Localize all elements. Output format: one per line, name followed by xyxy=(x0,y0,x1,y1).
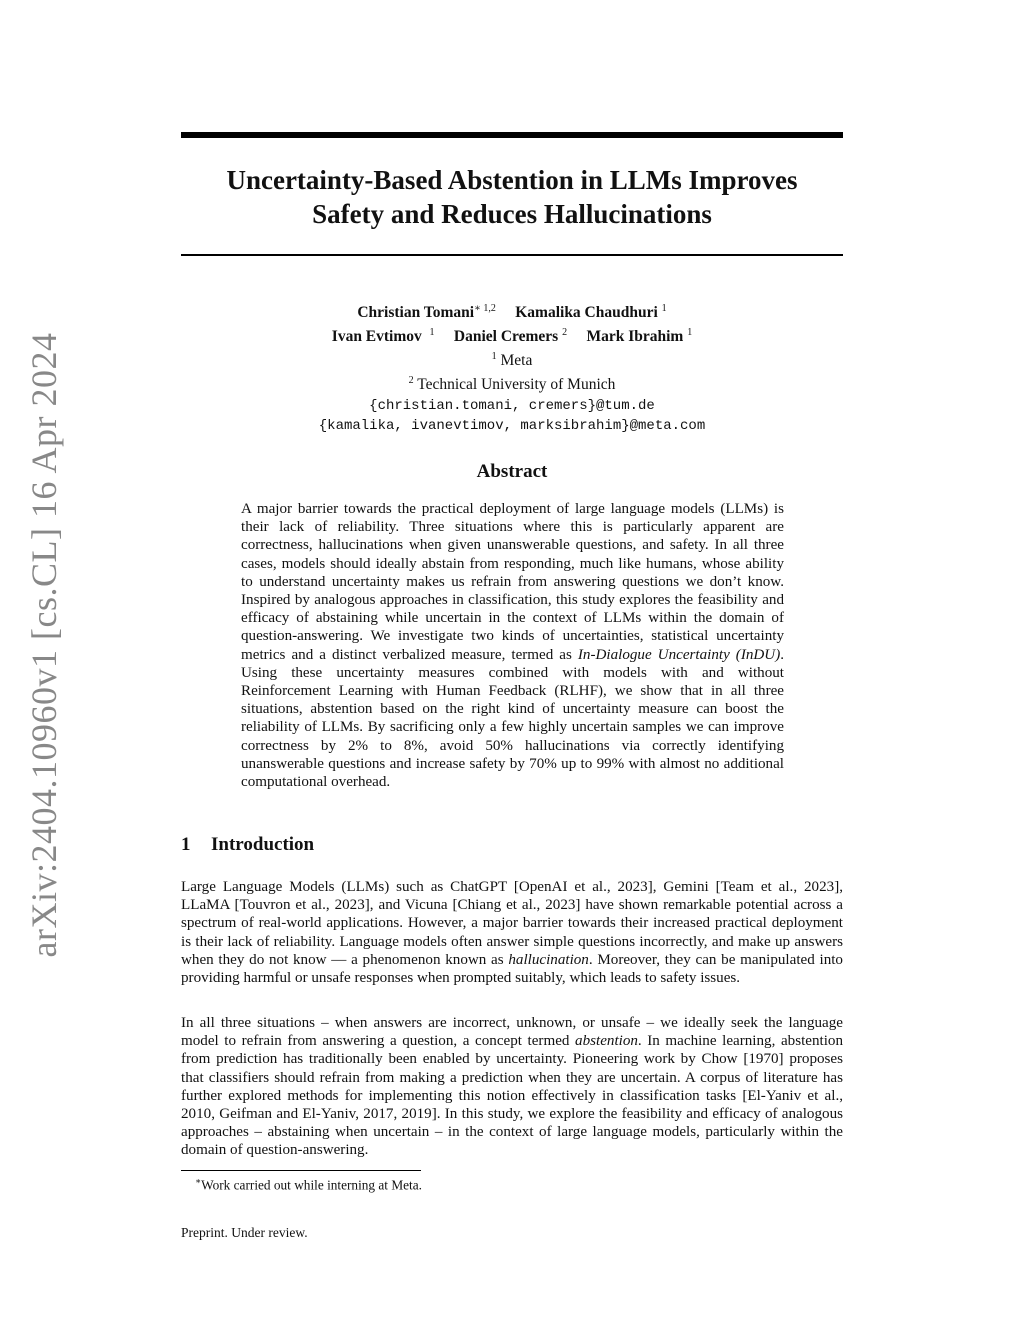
abstract-text: A major barrier towards the practical deployment of large language models (LLMs) is their lack of reliability. Three situations where this is particularly apparent are correctness, hallucinations when given unanswerable questions, and safety. In all three cases, models should ideally abstain from responding, much like humans, whose ability to understand uncertainty makes us refrain from answering questions we don’t know. Inspired by analogous approaches in classification, this study explores the feasibility and efficacy of abstaining while uncertain in the context of LLMs within the domain of question-answering. We investigate two kinds of uncertainties, statistical uncertainty metrics and a distinct verbalized measure, termed as In-Dialogue Uncertainty (InDU). Using these uncertainty measures combined with models with and without Reinforcement Learning with Human Feedback (RLHF), we show that in all three situations, abstention based on the right kind of uncertainty measure can boost the reliability of LLMs. By sacrificing only a few highly uncertain samples we can improve correctness by 2% to 8%, avoid 50% hallucinations via correctly identifying unanswerable questions and increase safety by 70% up to 99% with almost no additional computational overhead. xyxy=(241,501,784,791)
arxiv-identifier: arXiv:2404.10960v1 [cs.CL] 16 Apr 2024 xyxy=(24,332,64,958)
author-line-2 xyxy=(181,323,843,347)
author-line-1 xyxy=(181,299,843,323)
author-name: Ivan Evtimov xyxy=(331,328,422,346)
author-affiliation-mark: 2 xyxy=(562,327,568,339)
section-number: 1 xyxy=(181,834,191,855)
title-line-1: Uncertainty-Based Abstention in LLMs Improves xyxy=(226,165,798,195)
preprint-note: Preprint. Under review. xyxy=(181,1225,308,1240)
intro-paragraph-1: Large Language Models (LLMs) such as ChatGPT [OpenAI et al., 2023], Gemini [Team et al., 2023], LLaMA [Touvron et al., 2023], and Vicuna [Chiang et al., 2023] have shown remarkable potential across a spectrum of real-world applications. However, a major barrier towards their increased practical deployment is their lack of reliability. Language models often answer simple questions incorrectly, and make up answers when they do not know — a phenomenon known as hallucination. Moreover, they can be manipulated into providing harmful or unsafe responses when prompted suitably, which leads to safety issues. xyxy=(181,879,843,987)
author-block xyxy=(181,299,843,436)
section-heading-introduction xyxy=(181,834,314,856)
abstract-heading: Abstract xyxy=(476,461,548,482)
author-name: Mark Ibrahim xyxy=(586,328,684,346)
footnote-mark: ∗ xyxy=(195,1176,202,1186)
title-top-rule xyxy=(181,132,843,138)
author-affiliation-mark: 1 xyxy=(687,327,693,339)
title-bottom-rule xyxy=(181,254,843,256)
affiliation-2: $^2$ Technical University of Munich xyxy=(408,375,616,394)
author-affiliation-mark: 1 xyxy=(661,303,667,314)
author-affiliation-mark: 1 xyxy=(429,327,435,339)
footnote-text: Work carried out while interning at Meta. xyxy=(201,1177,422,1193)
section-title: Introduction xyxy=(211,834,315,855)
author-name: Christian Tomani xyxy=(357,304,475,322)
author-name: Daniel Cremers xyxy=(453,328,559,346)
affiliation-1: $^1$ Meta xyxy=(491,351,533,370)
intro-paragraph-2: In all three situations – when answers are incorrect, unknown, or unsafe – we ideally seek the language model to refrain from answering a question, a concept termed abstention. In machine learning, abstention from prediction has traditionally been enabled by uncertainty. Pioneering work by Chow [1970] proposes that classifiers should refrain from making a prediction when they are uncertain. A corpus of literature has further explored methods for implementing this notion effectively in classification tasks [El-Yaniv et al., 2010, Geifman and El-Yaniv, 2017, 2019]. In this study, we explore the feasibility and efficacy of analogous approaches – abstaining when uncertain – in the context of large language models, particularly within the domain of question-answering. xyxy=(181,1015,843,1159)
email-line-1: {christian.tomani, cremers}@tum.de xyxy=(369,397,655,414)
author-affiliation-mark: ∗ 1,2 xyxy=(474,303,496,314)
footnote xyxy=(195,1176,422,1193)
footnote-rule xyxy=(181,1170,421,1171)
title-line-2: Safety and Reduces Hallucinations xyxy=(312,199,712,229)
author-name: Kamalika Chaudhuri xyxy=(515,304,658,322)
paper-title xyxy=(181,163,843,231)
email-line-2: {kamalika, ivanevtimov, marksibrahim}@meta.com xyxy=(318,417,706,434)
